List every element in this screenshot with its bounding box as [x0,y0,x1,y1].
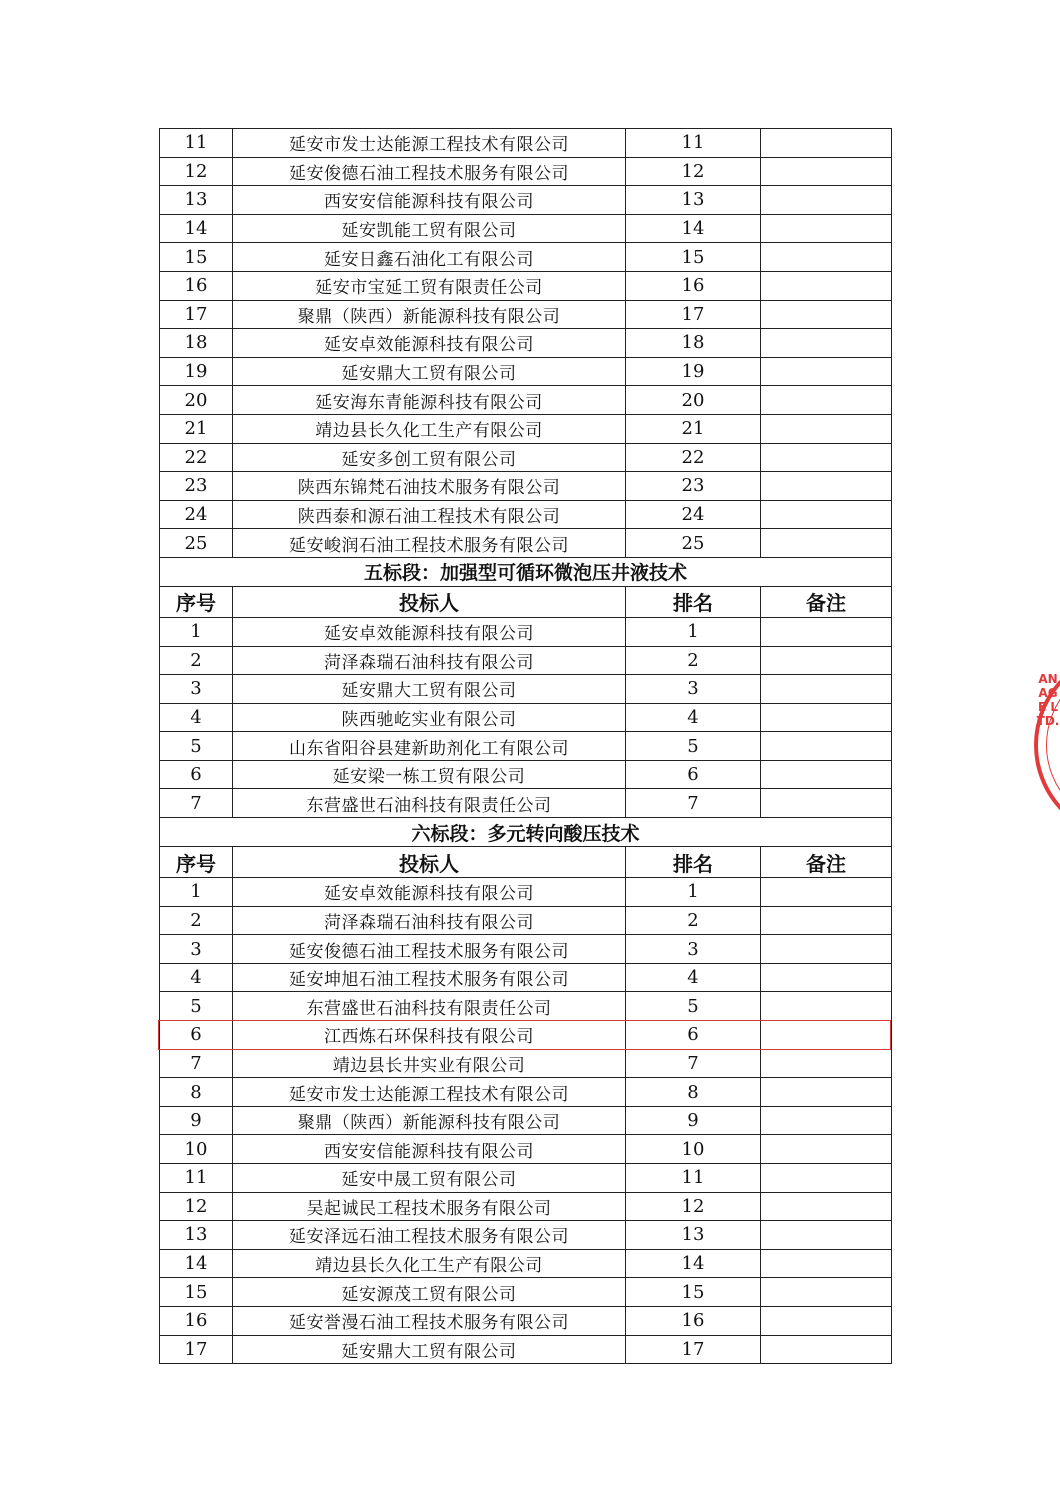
section-title-row [160,557,892,586]
seq-cell: 7 [160,789,233,818]
rank-cell: 19 [626,357,761,386]
note-cell [761,1106,892,1135]
note-cell [761,1021,892,1050]
seq-cell: 1 [160,878,233,907]
table-row [160,243,892,272]
bidder-cell: 东营盛世石油科技有限责任公司 [233,789,626,818]
table-row [160,529,892,558]
table-row [160,1078,892,1107]
table-row [160,157,892,186]
header-seq-cell: 序号 [160,586,233,617]
rank-cell: 17 [626,1335,761,1364]
bidder-cell: 延安俊德石油工程技术服务有限公司 [233,157,626,186]
note-cell [761,357,892,386]
rank-cell: 2 [626,646,761,675]
seq-cell: 10 [160,1135,233,1164]
section-title: 六标段：多元转向酸压技术 [160,818,892,847]
bidder-cell: 延安多创工贸有限公司 [233,443,626,472]
table-row [160,935,892,964]
table-row [160,329,892,358]
note-cell [761,214,892,243]
seq-cell: 20 [160,386,233,415]
bidder-cell: 西安安信能源科技有限公司 [233,1135,626,1164]
table-row [160,732,892,761]
note-cell [761,500,892,529]
rank-cell: 3 [626,935,761,964]
bidder-cell: 延安鼎大工贸有限公司 [233,357,626,386]
table-header-row [160,586,892,617]
note-cell [761,963,892,992]
seq-cell: 15 [160,1278,233,1307]
seq-cell: 3 [160,675,233,704]
table-header-row [160,847,892,878]
table-row [160,1135,892,1164]
bidder-cell: 山东省阳谷县建新助剂化工有限公司 [233,732,626,761]
note-cell [761,878,892,907]
bidder-cell: 延安市发士达能源工程技术有限公司 [233,129,626,158]
table-row [160,646,892,675]
note-cell [761,243,892,272]
note-cell [761,1078,892,1107]
bidder-cell: 延安泽远石油工程技术服务有限公司 [233,1221,626,1250]
seq-cell: 11 [160,129,233,158]
table-row [160,760,892,789]
table-row [160,1335,892,1364]
note-cell [761,443,892,472]
table-row [160,617,892,646]
bidder-cell: 聚鼎（陕西）新能源科技有限公司 [233,1106,626,1135]
table-row [160,1049,892,1078]
seq-cell: 24 [160,500,233,529]
rank-cell: 2 [626,906,761,935]
note-cell [761,1306,892,1335]
table-row [160,443,892,472]
bidder-cell: 延安卓效能源科技有限公司 [233,617,626,646]
bidder-cell: 陕西驰屹实业有限公司 [233,703,626,732]
bidder-cell: 延安日鑫石油化工有限公司 [233,243,626,272]
bidder-cell: 菏泽森瑞石油科技有限公司 [233,906,626,935]
note-cell [761,732,892,761]
header-rank-cell: 排名 [626,847,761,878]
bidder-cell: 陕西泰和源石油工程技术有限公司 [233,500,626,529]
rank-cell: 9 [626,1106,761,1135]
rank-cell: 7 [626,789,761,818]
bidder-cell: 延安峻润石油工程技术服务有限公司 [233,529,626,558]
bidder-cell: 延安海东青能源科技有限公司 [233,386,626,415]
note-cell [761,1335,892,1364]
bidder-cell: 东营盛世石油科技有限责任公司 [233,992,626,1021]
note-cell [761,1164,892,1193]
rank-cell: 15 [626,243,761,272]
table-row [160,878,892,907]
bidder-cell: 菏泽森瑞石油科技有限公司 [233,646,626,675]
rank-cell: 17 [626,300,761,329]
note-cell [761,472,892,501]
seq-cell: 3 [160,935,233,964]
rank-cell: 6 [626,760,761,789]
section-title-row [160,818,892,847]
seq-cell: 2 [160,646,233,675]
note-cell [761,129,892,158]
table-row [160,1278,892,1307]
note-cell [761,186,892,215]
table-row [160,675,892,704]
rank-cell: 1 [626,617,761,646]
table-row [160,1249,892,1278]
seq-cell: 17 [160,300,233,329]
bidder-cell: 聚鼎（陕西）新能源科技有限公司 [233,300,626,329]
header-seq-cell: 序号 [160,847,233,878]
bidder-cell: 延安誉漫石油工程技术服务有限公司 [233,1306,626,1335]
rank-cell: 1 [626,878,761,907]
table-row [160,357,892,386]
section-title: 五标段：加强型可循环微泡压井液技术 [160,557,892,586]
seq-cell: 17 [160,1335,233,1364]
note-cell [761,386,892,415]
table-row [160,386,892,415]
seq-cell: 13 [160,1221,233,1250]
note-cell [761,1135,892,1164]
note-cell [761,1049,892,1078]
rank-cell: 14 [626,214,761,243]
rank-cell: 7 [626,1049,761,1078]
rank-cell: 24 [626,500,761,529]
seq-cell: 16 [160,271,233,300]
seq-cell: 22 [160,443,233,472]
note-cell [761,760,892,789]
rank-cell: 11 [626,129,761,158]
seq-cell: 1 [160,617,233,646]
seq-cell: 9 [160,1106,233,1135]
note-cell [761,1192,892,1221]
seq-cell: 6 [160,1021,233,1050]
seq-cell: 14 [160,214,233,243]
seq-cell: 14 [160,1249,233,1278]
note-cell [761,935,892,964]
note-cell [761,271,892,300]
rank-cell: 16 [626,271,761,300]
rank-cell: 6 [626,1021,761,1050]
seq-cell: 2 [160,906,233,935]
bidder-cell: 靖边县长久化工生产有限公司 [233,414,626,443]
rank-cell: 8 [626,1078,761,1107]
note-cell [761,329,892,358]
bidder-cell: 延安鼎大工贸有限公司 [233,675,626,704]
table-row [160,1192,892,1221]
note-cell [761,157,892,186]
table-row [160,300,892,329]
seq-cell: 6 [160,760,233,789]
table-row [160,1164,892,1193]
bidder-cell: 江西炼石环保科技有限公司 [233,1021,626,1050]
highlighted-table-row [160,1021,892,1050]
bidder-cell: 延安中晟工贸有限公司 [233,1164,626,1193]
bidder-cell: 延安源茂工贸有限公司 [233,1278,626,1307]
bidder-cell: 延安梁一栋工贸有限公司 [233,760,626,789]
bidder-cell: 延安俊德石油工程技术服务有限公司 [233,935,626,964]
ranking-table-body [160,129,892,1364]
header-bidder-cell: 投标人 [233,586,626,617]
table-row [160,963,892,992]
note-cell [761,1278,892,1307]
rank-cell: 16 [626,1306,761,1335]
note-cell [761,675,892,704]
bidder-cell: 靖边县长井实业有限公司 [233,1049,626,1078]
seq-cell: 18 [160,329,233,358]
seq-cell: 21 [160,414,233,443]
rank-cell: 5 [626,732,761,761]
note-cell [761,789,892,818]
header-note-cell: 备注 [761,586,892,617]
bidder-cell: 延安市宝延工贸有限责任公司 [233,271,626,300]
table-row [160,789,892,818]
table-row [160,1106,892,1135]
bidder-cell: 靖边县长久化工生产有限公司 [233,1249,626,1278]
seq-cell: 11 [160,1164,233,1193]
bidder-cell: 延安鼎大工贸有限公司 [233,1335,626,1364]
rank-cell: 4 [626,963,761,992]
table-row [160,472,892,501]
seq-cell: 19 [160,357,233,386]
note-cell [761,906,892,935]
table-row [160,992,892,1021]
seq-cell: 8 [160,1078,233,1107]
table-row [160,271,892,300]
rank-cell: 20 [626,386,761,415]
rank-cell: 13 [626,1221,761,1250]
rank-cell: 25 [626,529,761,558]
header-bidder-cell: 投标人 [233,847,626,878]
seq-cell: 16 [160,1306,233,1335]
header-rank-cell: 排名 [626,586,761,617]
seq-cell: 5 [160,992,233,1021]
seq-cell: 7 [160,1049,233,1078]
rank-cell: 21 [626,414,761,443]
note-cell [761,646,892,675]
bidder-cell: 延安坤旭石油工程技术服务有限公司 [233,963,626,992]
seq-cell: 5 [160,732,233,761]
note-cell [761,703,892,732]
table-row [160,1306,892,1335]
note-cell [761,992,892,1021]
rank-cell: 10 [626,1135,761,1164]
note-cell [761,617,892,646]
rank-cell: 11 [626,1164,761,1193]
note-cell [761,1221,892,1250]
table-row [160,1221,892,1250]
table-row [160,186,892,215]
table-row [160,129,892,158]
seq-cell: 15 [160,243,233,272]
rank-cell: 13 [626,186,761,215]
seq-cell: 4 [160,703,233,732]
seq-cell: 12 [160,1192,233,1221]
rank-cell: 12 [626,157,761,186]
note-cell [761,414,892,443]
header-note-cell: 备注 [761,847,892,878]
bidder-cell: 延安卓效能源科技有限公司 [233,329,626,358]
seq-cell: 23 [160,472,233,501]
table-row [160,414,892,443]
table-row [160,703,892,732]
rank-cell: 22 [626,443,761,472]
company-seal-text: ANAGE LTD. [1036,672,1060,728]
table-row [160,500,892,529]
seq-cell: 13 [160,186,233,215]
bidder-cell: 吴起诚民工程技术服务有限公司 [233,1192,626,1221]
rank-cell: 3 [626,675,761,704]
note-cell [761,1249,892,1278]
rank-cell: 23 [626,472,761,501]
bidder-cell: 延安凯能工贸有限公司 [233,214,626,243]
bidder-cell: 延安卓效能源科技有限公司 [233,878,626,907]
bidder-cell: 延安市发士达能源工程技术有限公司 [233,1078,626,1107]
rank-cell: 5 [626,992,761,1021]
rank-cell: 4 [626,703,761,732]
bidder-cell: 陕西东锦梵石油技术服务有限公司 [233,472,626,501]
note-cell [761,300,892,329]
table-row [160,906,892,935]
ranking-table [159,128,892,1364]
table-row [160,214,892,243]
bidder-cell: 西安安信能源科技有限公司 [233,186,626,215]
seq-cell: 4 [160,963,233,992]
rank-cell: 15 [626,1278,761,1307]
note-cell [761,529,892,558]
seq-cell: 25 [160,529,233,558]
rank-cell: 18 [626,329,761,358]
rank-cell: 12 [626,1192,761,1221]
seq-cell: 12 [160,157,233,186]
rank-cell: 14 [626,1249,761,1278]
